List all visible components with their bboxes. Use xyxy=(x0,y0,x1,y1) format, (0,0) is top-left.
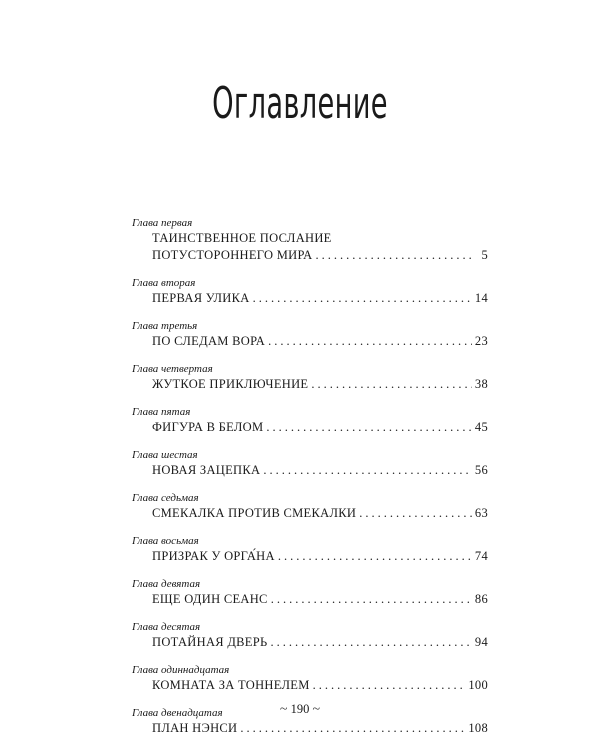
toc-entry-3 xyxy=(132,319,488,350)
page-number: 108 xyxy=(468,721,488,735)
chapter-title-line[interactable] xyxy=(132,634,488,651)
chapter-title-line[interactable] xyxy=(132,548,488,565)
chapter-title-line[interactable] xyxy=(132,333,488,350)
page-number: 45 xyxy=(474,420,488,434)
chapter-title-line[interactable] xyxy=(132,677,488,694)
chapter-label: Глава четвертая xyxy=(132,363,213,375)
page-number: 38 xyxy=(474,377,488,391)
toc-entry-4 xyxy=(132,362,488,393)
toc-entry-10 xyxy=(132,620,488,651)
chapter-title-line[interactable] xyxy=(132,591,488,608)
chapter-title: КОМНАТА ЗА ТОННЕЛЕМ xyxy=(152,678,310,692)
ornament-right-icon: ~ xyxy=(312,702,321,718)
chapter-title: ПО СЛЕДАМ ВОРА xyxy=(152,334,266,348)
chapter-label: Глава пятая xyxy=(132,406,191,418)
chapter-label: Глава седьмая xyxy=(132,492,199,504)
page-number: 5 xyxy=(481,248,488,262)
chapter-title-line[interactable] xyxy=(132,505,488,522)
chapter-title-line[interactable] xyxy=(132,376,488,393)
page-number: 100 xyxy=(468,678,488,692)
chapter-label: Глава шестая xyxy=(132,449,198,461)
chapter-title-line[interactable] xyxy=(132,720,488,737)
chapter-title: ПОТУСТОРОННЕГО МИРА xyxy=(152,248,313,262)
dot-leader xyxy=(313,677,466,694)
table-of-contents xyxy=(132,216,488,749)
page-title: Оглавление xyxy=(212,78,388,129)
chapter-title: ПЕРВАЯ УЛИКА xyxy=(152,291,250,305)
page-number: 14 xyxy=(474,291,488,305)
dot-leader xyxy=(266,419,471,436)
toc-entry-1 xyxy=(132,216,488,264)
page-number: 56 xyxy=(474,463,488,477)
chapter-title-line[interactable] xyxy=(132,247,488,264)
dot-leader xyxy=(311,376,472,393)
chapter-title-line[interactable] xyxy=(132,419,488,436)
chapter-label: Глава девятая xyxy=(132,578,201,590)
chapter-label: Глава восьмая xyxy=(132,535,199,547)
toc-entry-5 xyxy=(132,405,488,436)
page-number: 86 xyxy=(474,592,488,606)
ornament-left-icon: ~ xyxy=(279,702,288,718)
toc-entry-8 xyxy=(132,534,488,565)
chapter-title-line xyxy=(132,230,488,247)
toc-entry-6 xyxy=(132,448,488,479)
chapter-title: ТАИНСТВЕННОЕ ПОСЛАНИЕ xyxy=(152,231,332,245)
chapter-label: Глава двенадцатая xyxy=(132,707,223,719)
chapter-title: ПРИЗРАК У ОРГА́НА xyxy=(152,549,275,563)
chapter-label: Глава первая xyxy=(132,217,193,229)
chapter-label: Глава вторая xyxy=(132,277,196,289)
chapter-title-line[interactable] xyxy=(132,462,488,479)
chapter-label: Глава одиннадцатая xyxy=(132,664,230,676)
dot-leader xyxy=(263,462,472,479)
page-number: 94 xyxy=(474,635,488,649)
dot-leader xyxy=(268,333,472,350)
dot-leader xyxy=(270,634,471,651)
page-number: 63 xyxy=(474,506,488,520)
dot-leader xyxy=(240,720,465,737)
chapter-title: ФИГУРА В БЕЛОМ xyxy=(152,420,264,434)
chapter-title: НОВАЯ ЗАЦЕПКА xyxy=(152,463,261,477)
footer-page-number: 190 xyxy=(290,702,310,716)
chapter-title-line[interactable] xyxy=(132,290,488,307)
chapter-label: Глава десятая xyxy=(132,621,201,633)
toc-entry-11 xyxy=(132,663,488,694)
dot-leader xyxy=(271,591,472,608)
dot-leader xyxy=(359,505,472,522)
dot-leader xyxy=(316,247,476,264)
page-number: 74 xyxy=(474,549,488,563)
chapter-title: ПОТАЙНАЯ ДВЕРЬ xyxy=(152,635,268,649)
chapter-title: ЕЩЕ ОДИН СЕАНС xyxy=(152,592,268,606)
page-number: 23 xyxy=(474,334,488,348)
chapter-label: Глава третья xyxy=(132,320,198,332)
toc-entry-9 xyxy=(132,577,488,608)
toc-entry-7 xyxy=(132,491,488,522)
toc-entry-2 xyxy=(132,276,488,307)
page-footer xyxy=(0,702,600,718)
chapter-title: ЖУТКОЕ ПРИКЛЮЧЕНИЕ xyxy=(152,377,309,391)
dot-leader xyxy=(278,548,472,565)
chapter-title: ПЛАН НЭНСИ xyxy=(152,721,238,735)
chapter-title: СМЕКАЛКА ПРОТИВ СМЕКАЛКИ xyxy=(152,506,357,520)
dot-leader xyxy=(253,290,472,307)
